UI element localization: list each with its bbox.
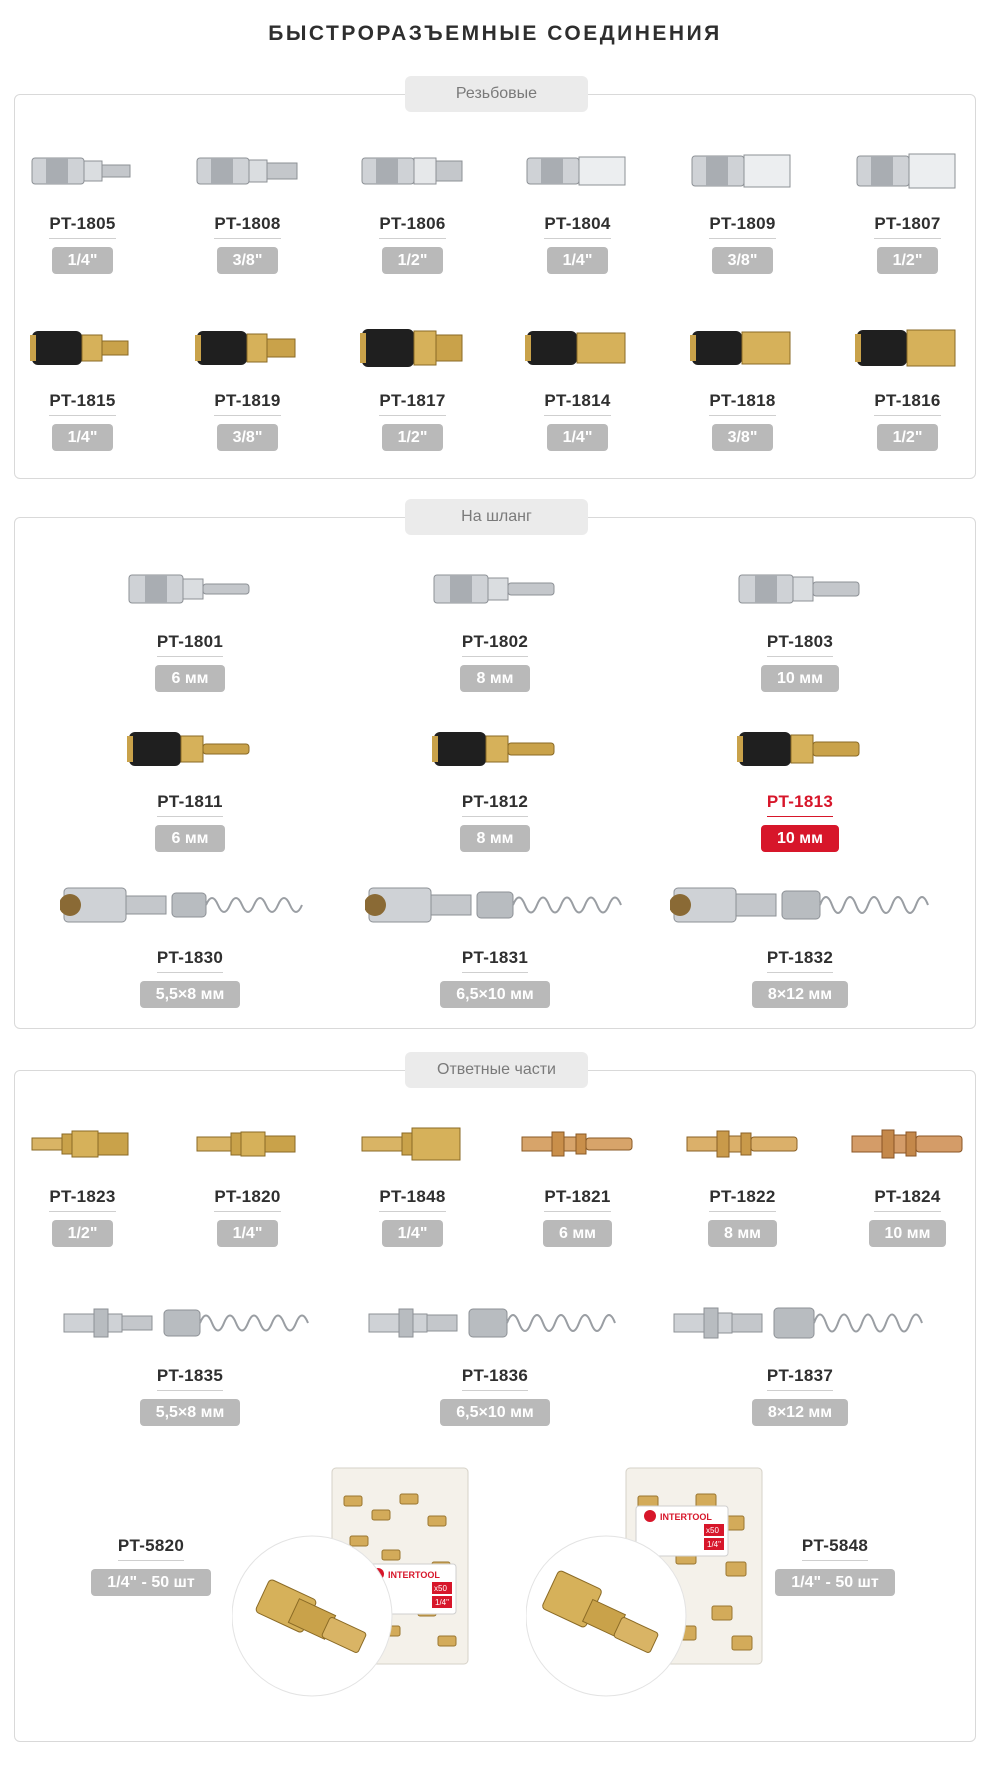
product-code: PT-1813 bbox=[767, 792, 833, 817]
brass-coupler-black-sleeve-image bbox=[853, 311, 963, 385]
product-card[interactable] bbox=[40, 552, 340, 692]
product-size-badge: 1/2" bbox=[52, 1220, 114, 1247]
product-size-badge: 8 мм bbox=[460, 825, 529, 852]
product-size-badge: 10 мм bbox=[869, 1220, 947, 1247]
product-code: PT-1814 bbox=[544, 391, 610, 416]
product-code: PT-1803 bbox=[767, 632, 833, 657]
chrome-coupler-hose-barb-image bbox=[735, 552, 865, 626]
product-size-badge: 1/2" bbox=[877, 247, 939, 274]
pack-bag-image bbox=[232, 1466, 472, 1702]
bag-size-label: 1/4" bbox=[435, 1598, 449, 1607]
product-size-badge: 6 мм bbox=[155, 825, 224, 852]
product-size-badge: 6 мм bbox=[155, 665, 224, 692]
product-size-badge: 1/2" bbox=[382, 247, 444, 274]
product-card[interactable] bbox=[8, 311, 158, 451]
coupler-with-spring-guard-image bbox=[670, 868, 930, 942]
bag-qty-label: x50 bbox=[706, 1526, 719, 1535]
product-code: PT-1818 bbox=[709, 391, 775, 416]
brass-coupler-hose-barb-image bbox=[125, 712, 255, 786]
product-size-badge: 6 мм bbox=[543, 1220, 612, 1247]
product-card[interactable] bbox=[40, 712, 340, 852]
brass-coupler-hose-barb-image bbox=[430, 712, 560, 786]
brass-plug-female-thread-image bbox=[358, 1107, 468, 1181]
product-card[interactable] bbox=[668, 134, 818, 274]
product-code: PT-1835 bbox=[157, 1366, 223, 1391]
product-code: PT-1804 bbox=[544, 214, 610, 239]
product-size-badge: 1/4" bbox=[52, 247, 114, 274]
brass-coupler-black-sleeve-image bbox=[523, 311, 633, 385]
pack-card-2[interactable] bbox=[772, 1536, 898, 1596]
chrome-coupler-female-thread-image bbox=[688, 134, 798, 208]
product-code: PT-1836 bbox=[462, 1366, 528, 1391]
product-size-badge: 1/4" bbox=[547, 424, 609, 451]
product-code: PT-1837 bbox=[767, 1366, 833, 1391]
plug-with-spring-guard-image bbox=[60, 1286, 320, 1360]
brass-coupler-black-sleeve-image bbox=[358, 311, 468, 385]
chrome-coupler-male-thread-image bbox=[193, 134, 303, 208]
chrome-coupler-male-thread-image bbox=[358, 134, 468, 208]
bag-size-label: 1/4" bbox=[707, 1540, 721, 1549]
product-card[interactable] bbox=[40, 868, 340, 1008]
pack-bag-image bbox=[526, 1466, 766, 1702]
product-code: PT-1801 bbox=[157, 632, 223, 657]
product-size-badge: 1/2" bbox=[382, 424, 444, 451]
product-card[interactable] bbox=[345, 552, 645, 692]
product-code: PT-1848 bbox=[379, 1187, 445, 1212]
product-size-badge: 8×12 мм bbox=[752, 1399, 848, 1426]
product-code: PT-1812 bbox=[462, 792, 528, 817]
product-size-badge: 10 мм bbox=[761, 825, 839, 852]
brass-plug-hose-barb-image bbox=[518, 1107, 638, 1181]
product-code: PT-1819 bbox=[214, 391, 280, 416]
product-card[interactable] bbox=[650, 868, 950, 1008]
brass-coupler-black-sleeve-image bbox=[193, 311, 303, 385]
page-title: БЫСТРОРАЗЪЕМНЫЕ СОЕДИНЕНИЯ bbox=[268, 22, 722, 45]
product-card[interactable] bbox=[345, 712, 645, 852]
product-size-badge: 5,5×8 мм bbox=[140, 981, 241, 1008]
product-code: PT-1831 bbox=[462, 948, 528, 973]
product-code: PT-1809 bbox=[709, 214, 775, 239]
chrome-coupler-male-thread-image bbox=[28, 134, 138, 208]
brass-plug-male-thread-image bbox=[193, 1107, 303, 1181]
product-code: PT-1805 bbox=[49, 214, 115, 239]
counterparts-row-2 bbox=[0, 1286, 990, 1426]
product-code: PT-1830 bbox=[157, 948, 223, 973]
hose-row-2 bbox=[0, 712, 990, 852]
chrome-coupler-hose-barb-image bbox=[125, 552, 255, 626]
product-size-badge: 1/4" - 50 шт bbox=[775, 1569, 894, 1596]
product-card[interactable] bbox=[173, 311, 323, 451]
brass-coupler-black-sleeve-image bbox=[28, 311, 138, 385]
product-code: PT-1816 bbox=[874, 391, 940, 416]
hose-row-3 bbox=[0, 868, 990, 1008]
product-size-badge: 10 мм bbox=[761, 665, 839, 692]
product-card[interactable] bbox=[338, 134, 488, 274]
product-card[interactable] bbox=[345, 868, 645, 1008]
product-code: PT-1807 bbox=[874, 214, 940, 239]
brass-coupler-black-sleeve-image bbox=[688, 311, 798, 385]
product-code: PT-1802 bbox=[462, 632, 528, 657]
product-size-badge: 3/8" bbox=[217, 247, 279, 274]
product-card[interactable] bbox=[833, 134, 983, 274]
bag-brand-label: INTERTOOL bbox=[388, 1570, 440, 1580]
product-code: PT-1823 bbox=[49, 1187, 115, 1212]
brass-plug-male-thread-image bbox=[28, 1107, 138, 1181]
product-size-badge: 3/8" bbox=[712, 247, 774, 274]
chrome-coupler-hose-barb-image bbox=[430, 552, 560, 626]
product-card[interactable] bbox=[833, 311, 983, 451]
product-code: PT-1820 bbox=[214, 1187, 280, 1212]
product-card[interactable] bbox=[8, 1107, 158, 1247]
product-card[interactable] bbox=[40, 1286, 340, 1426]
product-card[interactable] bbox=[8, 134, 158, 274]
product-code: PT-1808 bbox=[214, 214, 280, 239]
product-card[interactable] bbox=[503, 134, 653, 274]
product-size-badge: 3/8" bbox=[217, 424, 279, 451]
brass-plug-hose-barb-image bbox=[848, 1107, 968, 1181]
product-size-badge: 5,5×8 мм bbox=[140, 1399, 241, 1426]
product-size-badge: 1/4" bbox=[52, 424, 114, 451]
section-tab-hose[interactable]: На шланг bbox=[405, 499, 588, 535]
product-size-badge: 1/4" bbox=[547, 247, 609, 274]
plug-with-spring-guard-image bbox=[365, 1286, 625, 1360]
chrome-coupler-female-thread-image bbox=[853, 134, 963, 208]
threaded-row-2 bbox=[0, 311, 990, 451]
product-code: PT-1817 bbox=[379, 391, 445, 416]
product-card[interactable] bbox=[345, 1286, 645, 1426]
product-card[interactable] bbox=[338, 311, 488, 451]
product-card[interactable] bbox=[833, 1107, 983, 1247]
chrome-coupler-female-thread-image bbox=[523, 134, 633, 208]
product-size-badge: 6,5×10 мм bbox=[440, 981, 550, 1008]
product-code: PT-1806 bbox=[379, 214, 445, 239]
product-card[interactable] bbox=[173, 1107, 323, 1247]
product-code: PT-1815 bbox=[49, 391, 115, 416]
product-card[interactable] bbox=[503, 311, 653, 451]
section-tab-counterparts[interactable]: Ответные части bbox=[405, 1052, 588, 1088]
brass-coupler-hose-barb-image bbox=[735, 712, 865, 786]
product-card-selected[interactable] bbox=[650, 712, 950, 852]
product-size-badge: 1/4" bbox=[382, 1220, 444, 1247]
coupler-with-spring-guard-image bbox=[60, 868, 320, 942]
pack-card-1[interactable] bbox=[88, 1536, 214, 1596]
product-card[interactable] bbox=[668, 1107, 818, 1247]
product-card[interactable] bbox=[668, 311, 818, 451]
brass-plug-hose-barb-image bbox=[683, 1107, 803, 1181]
plug-with-spring-guard-image bbox=[670, 1286, 930, 1360]
product-size-badge: 8 мм bbox=[708, 1220, 777, 1247]
section-tab-threaded[interactable]: Резьбовые bbox=[405, 76, 588, 112]
coupler-with-spring-guard-image bbox=[365, 868, 625, 942]
product-card[interactable] bbox=[650, 552, 950, 692]
product-size-badge: 1/4" bbox=[217, 1220, 279, 1247]
product-card[interactable] bbox=[338, 1107, 488, 1247]
product-size-badge: 3/8" bbox=[712, 424, 774, 451]
product-size-badge: 8 мм bbox=[460, 665, 529, 692]
product-card[interactable] bbox=[503, 1107, 653, 1247]
bag-qty-label: x50 bbox=[434, 1584, 447, 1593]
product-card[interactable] bbox=[650, 1286, 950, 1426]
product-code: PT-1821 bbox=[544, 1187, 610, 1212]
product-code: PT-1822 bbox=[709, 1187, 775, 1212]
product-size-badge: 6,5×10 мм bbox=[440, 1399, 550, 1426]
threaded-row-1 bbox=[0, 134, 990, 274]
bag-brand-label: INTERTOOL bbox=[660, 1512, 712, 1522]
product-code: PT-1832 bbox=[767, 948, 833, 973]
product-card[interactable] bbox=[173, 134, 323, 274]
product-code: PT-1824 bbox=[874, 1187, 940, 1212]
product-size-badge: 1/2" bbox=[877, 424, 939, 451]
hose-row-1 bbox=[0, 552, 990, 692]
product-code: PT-5848 bbox=[802, 1536, 868, 1561]
counterparts-row-1 bbox=[0, 1107, 990, 1247]
product-code: PT-5820 bbox=[118, 1536, 184, 1561]
product-code: PT-1811 bbox=[157, 792, 222, 817]
product-size-badge: 1/4" - 50 шт bbox=[91, 1569, 210, 1596]
product-size-badge: 8×12 мм bbox=[752, 981, 848, 1008]
